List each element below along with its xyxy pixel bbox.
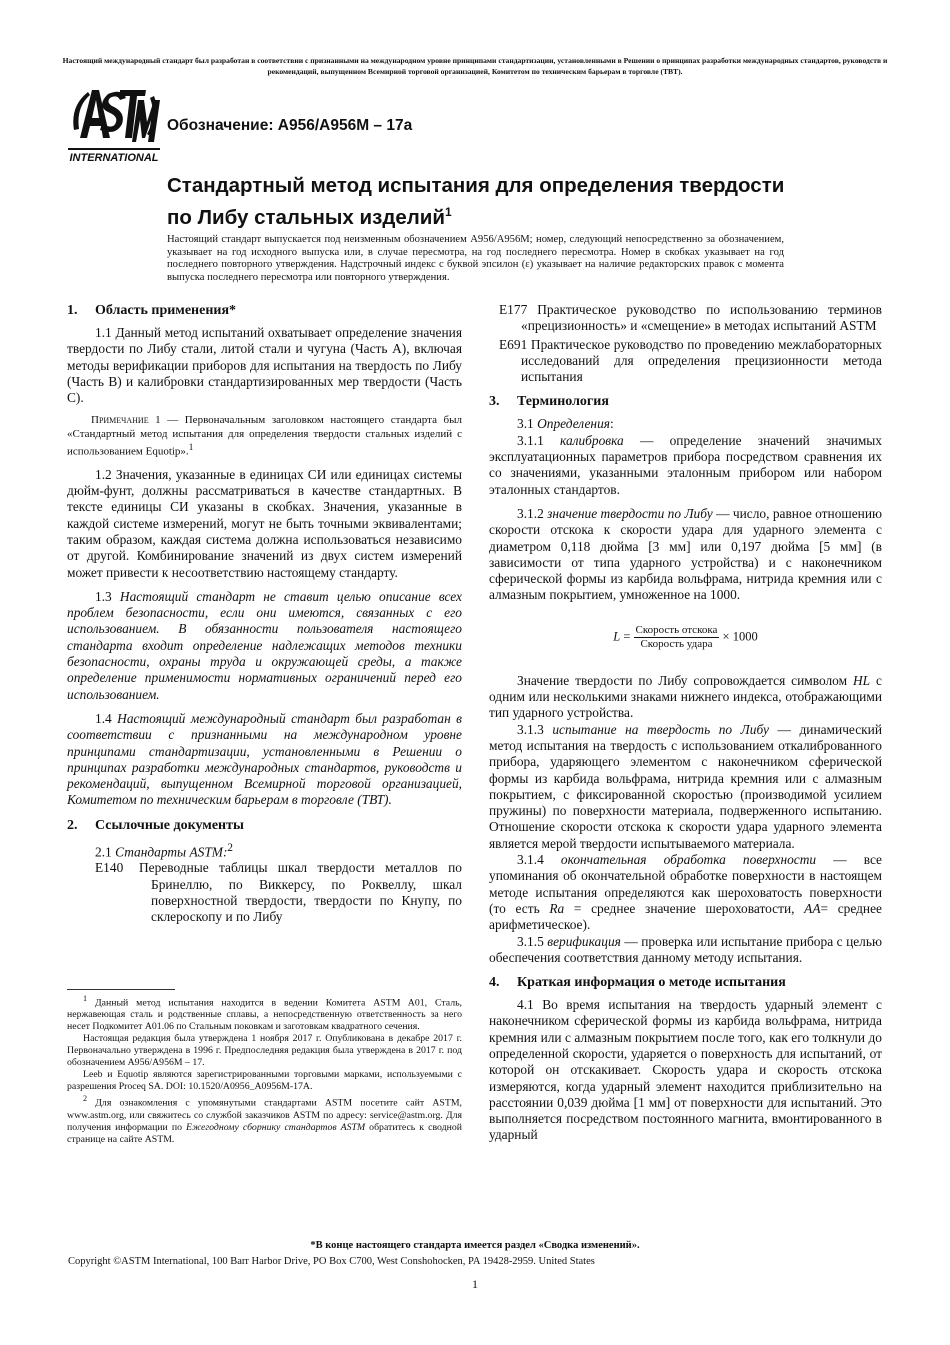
logo-text: INTERNATIONAL [69, 152, 159, 164]
footnotes [67, 993, 462, 1146]
reference-e691: E691 Практическое руководство по проведению межлабораторных исследований для определения прецизионности метода испытания [499, 336, 882, 385]
para-2-1: 2.1 Стандарты ASTM:$^2$ [95, 841, 233, 860]
para-4-1: 4.1 Во время испытания на твердость ударный элемент с наконечником сферической формы из карбида вольфрама, нитрида кремния или с алмазным покрытием после того, как его толкнули до определенной скорости, ударяется о поверхность для испытаний, от которой он отскакивает. Скорость удара и скорость отскока измеряются, когда ударный элемент находится приблизительно на расстоянии 0,039 дюйма [1 мм] от поверхности для испытаний. Это выполняется посредством постоянного магнита, вмонтированного в ударный [489, 997, 882, 1143]
wto-notice: Настоящий международный стандарт был разработан в соответствии с признанными на международном уровне принципами стандартизации, установленными в Решении о принципах разработки международных стандартов, руководств и рекомендаций, выпущенном Всемирной торговой организацией, Комитетом по техническим барьерам в торговле (ТВТ). [62, 56, 888, 76]
para-3-1-5: 3.1.5 верификация — проверка или испытание прибора с целью обеспечения соответствия данному методу испытания. [489, 933, 882, 965]
astm-logo [68, 86, 160, 164]
footnote-1: $^1$ Данный метод испытания находится в ведении Комитета ASTM A01, Сталь, нержавеющая сталь и родственные сплавы, а непосредственную ответственность за него несет Подкомитет A01.06 по Стальным поковкам и заготовкам квадратного сечения. [67, 994, 462, 1033]
intro-paragraph: Настоящий стандарт выпускается под неизменным обозначением A956/A956M; номер, следующий непосредственно за обозначением, указывает на год исходного выпуска или, в случае пересмотра, на год последнего пересмотра. Номер в скобках указывает на год последнего повторного утверждения. Надстрочный индекс с буквой эпсилон (ε) указывает на наличие редакторских правок с момента выпуска последнего пересмотра или повторного утверждения. [167, 234, 784, 283]
para-1-1: 1.1 Данный метод испытаний охватывает определение значения твердости по Либу стали, литой стали и чугуна (Часть А), включая методы верификации приборов для испытания на твердость по Либу (Часть В) и калибровки стандартизированных мер твердости (Часть С). [67, 325, 462, 406]
reference-e177: E177 Практическое руководство по использованию терминов «прецизионность» и «смещение» в методах испытаний ASTM [499, 302, 882, 334]
para-3-1-4: 3.1.4 окончательная обработка поверхности — все упоминания об окончательной обработке поверхности в настоящем методе испытания определяются как шероховатость поверхности (то есть Ra = среднее значение шероховатости, AA= среднее арифметическое). [489, 852, 882, 933]
footnote-divider [67, 989, 175, 990]
footnote-2: $^2$ Для ознакомления с упомянутыми стандартами ASTM посетите сайт ASTM, www.astm.org, или свяжитесь со службой заказчиков ASTM по адресу: service@astm.org. Для получения информации по Ежегодному сборнику стандартов ASTM обратитесь к сводной странице на сайте ASTM. [67, 1094, 462, 1145]
right-column [489, 302, 882, 1144]
title-text: Стандартный метод испытания для определения твердости по Либу стальных изделий [167, 174, 785, 229]
designation: Обозначение: A956/A956M – 17a [167, 117, 413, 134]
para-1-3: 1.3 Настоящий стандарт не ставит целью описание всех проблем безопасности, если они имеются, связанных с его использованием. В обязанности пользователя настоящего стандарта входит определение надлежащих методов техники безопасности, охраны труда и окружающей среды, а также определение применимости нормативных ограничений перед его использованием. [67, 588, 462, 702]
section-4-heading: 4. Краткая информация о методе испытания [489, 975, 786, 991]
footnote-1-trademarks: Leeb и Equotip являются зарегистрированными торговыми марками, используемыми с разрешения Proceq SA. DOI: 10.1520/A0956_A0956M-17A. [67, 1069, 462, 1093]
page-number: 1 [472, 1277, 478, 1291]
para-3-1: 3.1 Определения: [517, 416, 614, 432]
para-hl-symbol: Значение твердости по Либу сопровождается символом HL с одним или несколькими знаками нижнего индекса, отображающими тип ударного устройства. [489, 672, 883, 721]
left-column [67, 302, 462, 926]
para-1-2: 1.2 Значения, указанные в единицах СИ или единицах системы дюйм-фунт, должны рассматриваться в качестве стандартных. В тексте единицы СИ указаны в скобках. Значения, указанные в каждой системе измерений, могут не быть точными эквивалентами; таким образом, каждая система должна использоваться независимо от другой. Комбинирование значений из двух систем измерений может привести к несоответствию настоящему стандарту. [67, 466, 462, 580]
document-title [167, 173, 807, 231]
para-3-1-1: 3.1.1 калибровка — определение значений значимых эксплуатационных параметров прибора посредством сравнения их со значениями, указанными эталонным прибором или набором эталонных стандартов. [489, 432, 882, 497]
reference-list [95, 860, 462, 925]
para-1-4: 1.4 Настоящий международный стандарт был разработан в соответствии с признанными на международном уровне принципами стандартизации, установленными в Решении о принципах разработки международных стандартов, руководств и рекомендаций, выпущенном Всемирной торговой организацией, Комитетом по техническим барьерам в торговле (ТВТ). [67, 710, 462, 808]
formula-fraction: $\frac{\text{Скорость отскока}}{\text{Скорость удара}}$ [635, 623, 718, 650]
reference-list-continued [499, 302, 882, 385]
section-2-heading: 2. Ссылочные документы [67, 817, 244, 833]
copyright: Copyright ©ASTM International, 100 Barr Harbor Drive, PO Box C700, West Conshohocken, PA 19428-2959. United States [68, 1256, 595, 1267]
footnote-1-edition: Настоящая редакция была утверждена 1 ноября 2017 г. Опубликована в декабре 2017 г. Первоначально утверждена в 1996 г. Предпоследняя редакция была утверждена в 2017 г. под обозначением A956/A956M – 17. [67, 1033, 462, 1069]
leeb-formula: L = $\frac{\text{Скорость отскока}}{\text{Скорость удара}}$ × 1000 [613, 623, 758, 650]
reference-e140: E140 Переводные таблицы шкал твердости металлов по Бринеллю, по Виккерсу, по Роквеллу, шкал поверхностной твердости, твердости по Кнупу, по склероскопу и по Либу [95, 860, 462, 925]
summary-of-changes-note: *В конце настоящего стандарта имеется раздел «Сводка изменений». [310, 1240, 640, 1251]
section-1-heading: 1. Область применения* [67, 303, 237, 318]
para-3-1-2: 3.1.2 значение твердости по Либу — число, равное отношению скорости отскока к скорости удара для ударного элемента с диаметром 0,118 дюйма [3 мм] или 0,197 дюйма [5 мм] (в зависимости от типа ударного устройства) и с наконечником сферической формы из карбида вольфрама, нитрида кремния или с алмазным покрытием, умноженное на 1000. [489, 505, 882, 603]
section-3-heading: 3. Терминология [489, 394, 609, 410]
astm-logo-icon [68, 86, 160, 164]
para-3-1-3: 3.1.3 испытание на твердость по Либу — динамический метод испытания на твердость с использованием откалиброванного прибора, ударяющего элементом с наконечником сферической формы из карбида вольфрама, нитрида кремния или с алмазным покрытием, с фиксированной скоростью (производимой усилием пружины) по поверхности материала, подверженного испытанию. Отношение скорости отскока к скорости удара ударного элемента является мерой твердости испытываемого материала. [489, 721, 882, 851]
note-1: Примечание 1 — Первоначальным заголовком настоящего стандарта был «Стандартный метод испытания для определения твердости стальных изделий с использованием Equotip».$^1$ [67, 414, 462, 458]
title-footnote-mark: 1 [444, 205, 452, 219]
